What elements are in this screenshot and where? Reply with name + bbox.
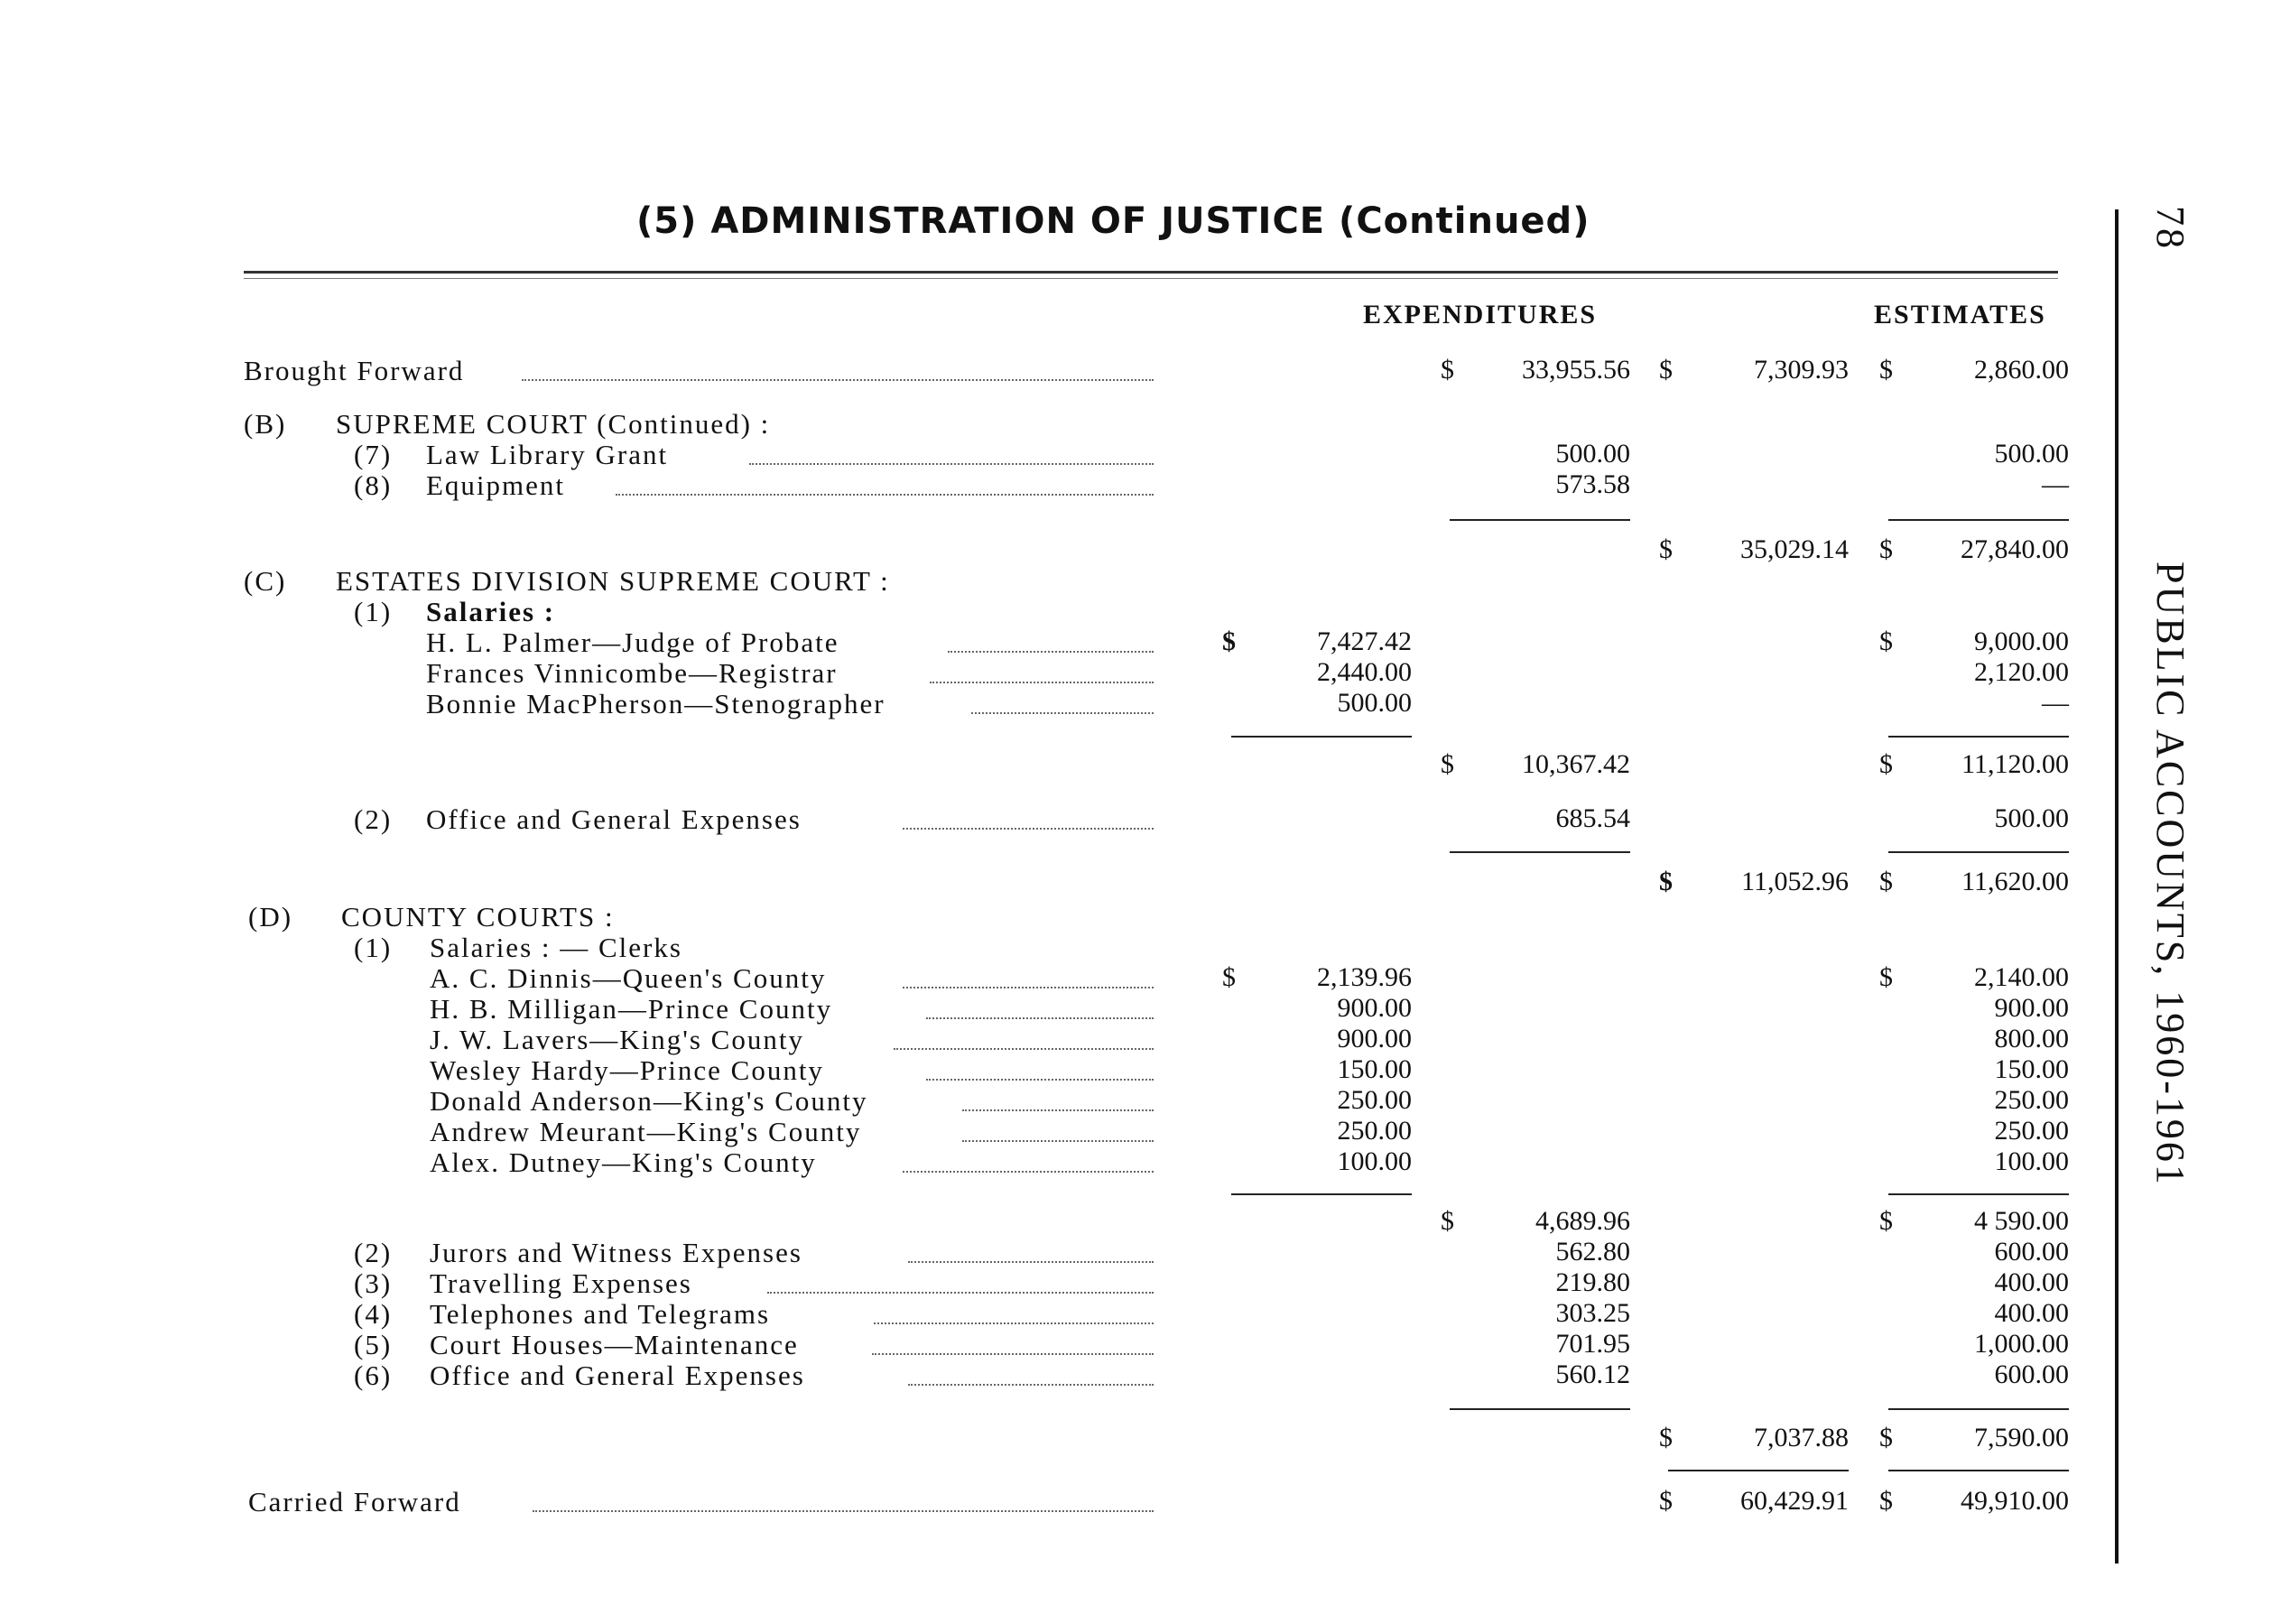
salary-amount: 150.00 bbox=[1337, 1054, 1412, 1084]
line-item-label: Jurors and Witness Expenses bbox=[430, 1237, 802, 1268]
salary-estimate: 9,000.00 bbox=[1974, 626, 2069, 656]
salary-amount: 7,427.42 bbox=[1317, 626, 1412, 656]
leader-dots bbox=[948, 651, 1154, 653]
salary-amount: 100.00 bbox=[1337, 1146, 1412, 1176]
salary-estimate: 800.00 bbox=[1994, 1024, 2069, 1053]
sum-rule bbox=[1888, 736, 2069, 738]
salaries-label: Salaries : — Clerks bbox=[430, 932, 682, 963]
leader-dots bbox=[533, 1510, 1154, 1512]
item-number: (8) bbox=[354, 469, 393, 501]
section-b-letter: (B) bbox=[244, 408, 287, 440]
line-item-expenditures: 685.54 bbox=[1555, 803, 1630, 833]
item-number: (1) bbox=[354, 596, 393, 627]
currency-sign: $ bbox=[1659, 1486, 1673, 1516]
line-item-label: Travelling Expenses bbox=[430, 1267, 692, 1299]
line-item-expenditures: 701.95 bbox=[1555, 1329, 1630, 1359]
section-c-title: ESTATES DIVISION SUPREME COURT : bbox=[336, 565, 890, 597]
salary-amount: 250.00 bbox=[1337, 1116, 1412, 1146]
salary-name: Wesley Hardy—Prince County bbox=[430, 1054, 824, 1086]
currency-sign: $ bbox=[1879, 1486, 1893, 1516]
item-number: (3) bbox=[354, 1267, 393, 1299]
sum-rule bbox=[1450, 519, 1630, 521]
line-item-estimate: 400.00 bbox=[1994, 1267, 2069, 1297]
salary-amount: 500.00 bbox=[1337, 688, 1412, 718]
item-number: (6) bbox=[354, 1360, 393, 1391]
currency-sign: $ bbox=[1879, 626, 1893, 656]
line-item-estimate: 500.00 bbox=[1994, 439, 2069, 469]
salaries-subtotal: 10,367.42 bbox=[1522, 749, 1630, 779]
leader-dots bbox=[926, 1079, 1154, 1081]
sum-rule bbox=[1450, 1408, 1630, 1410]
carried-forward-estimate: 49,910.00 bbox=[1961, 1486, 2069, 1516]
salary-amount: 2,440.00 bbox=[1317, 657, 1412, 687]
leader-dots bbox=[926, 1017, 1154, 1019]
section-total: 11,052.96 bbox=[1741, 867, 1849, 896]
leader-dots bbox=[903, 987, 1154, 988]
title-rule-thin bbox=[244, 278, 2058, 279]
leader-dots bbox=[522, 379, 1154, 381]
sum-rule bbox=[1888, 519, 2069, 521]
leader-dots bbox=[616, 494, 1154, 496]
salary-estimate: — bbox=[2042, 688, 2069, 718]
carried-forward-label: Carried Forward bbox=[248, 1486, 461, 1517]
section-c-letter: (C) bbox=[244, 565, 287, 597]
currency-sign: $ bbox=[1659, 1423, 1673, 1452]
currency-sign: $ bbox=[1659, 355, 1673, 385]
salary-name: H. L. Palmer—Judge of Probate bbox=[426, 626, 839, 658]
item-number: (7) bbox=[354, 439, 393, 470]
currency-sign: $ bbox=[1879, 962, 1893, 992]
sum-rule bbox=[1888, 851, 2069, 853]
section-d-letter: (D) bbox=[248, 901, 293, 933]
margin-rule bbox=[2115, 209, 2119, 1564]
sum-rule bbox=[1668, 1470, 1849, 1471]
section-d-title: COUNTY COURTS : bbox=[341, 901, 615, 933]
line-item-expenditures: 562.80 bbox=[1555, 1237, 1630, 1267]
section-estimate-total: 7,590.00 bbox=[1974, 1423, 2069, 1452]
leader-dots bbox=[874, 1322, 1154, 1324]
currency-sign: $ bbox=[1879, 1206, 1893, 1236]
line-item-estimate: 400.00 bbox=[1994, 1298, 2069, 1328]
sum-rule bbox=[1231, 1193, 1412, 1195]
salary-name: Donald Anderson—King's County bbox=[430, 1085, 868, 1117]
item-number: (4) bbox=[354, 1298, 393, 1330]
salary-estimate: 150.00 bbox=[1994, 1054, 2069, 1084]
salary-amount: 900.00 bbox=[1337, 1024, 1412, 1053]
section-b-title: SUPREME COURT (Continued) : bbox=[336, 408, 771, 440]
salary-estimate: 250.00 bbox=[1994, 1116, 2069, 1146]
salary-amount: 250.00 bbox=[1337, 1085, 1412, 1115]
line-item-expenditures: 500.00 bbox=[1555, 439, 1630, 469]
leader-dots bbox=[903, 828, 1154, 830]
item-number: (5) bbox=[354, 1329, 393, 1360]
currency-sign: $ bbox=[1879, 534, 1893, 564]
sum-rule bbox=[1450, 851, 1630, 853]
line-item-estimate: — bbox=[2042, 469, 2069, 499]
salaries-estimate-subtotal: 11,120.00 bbox=[1961, 749, 2069, 779]
currency-sign: $ bbox=[1441, 749, 1454, 779]
brought-forward-expenditures: 33,955.56 bbox=[1522, 355, 1630, 385]
sum-rule bbox=[1231, 736, 1412, 738]
line-item-expenditures: 219.80 bbox=[1555, 1267, 1630, 1297]
sum-rule bbox=[1888, 1470, 2069, 1471]
leader-dots bbox=[767, 1292, 1154, 1294]
brought-forward-estimate: 2,860.00 bbox=[1974, 355, 2069, 385]
currency-sign: $ bbox=[1441, 355, 1454, 385]
section-estimate-total: 11,620.00 bbox=[1961, 867, 2069, 896]
brought-forward-total: 7,309.93 bbox=[1754, 355, 1849, 385]
leader-dots bbox=[749, 463, 1154, 465]
salary-estimate: 2,140.00 bbox=[1974, 962, 2069, 992]
line-item-label: Telephones and Telegrams bbox=[430, 1298, 771, 1330]
carried-forward-total: 60,429.91 bbox=[1740, 1486, 1849, 1516]
estimates-header: ESTIMATES bbox=[1874, 300, 2046, 329]
currency-sign: $ bbox=[1879, 749, 1893, 779]
salary-name: Bonnie MacPherson—Stenographer bbox=[426, 688, 886, 719]
item-number: (2) bbox=[354, 803, 393, 835]
leader-dots bbox=[872, 1353, 1154, 1355]
salary-name: Alex. Dutney—King's County bbox=[430, 1146, 817, 1178]
salary-name: A. C. Dinnis—Queen's County bbox=[430, 962, 827, 994]
currency-sign: $ bbox=[1222, 962, 1236, 992]
line-item-label: Office and General Expenses bbox=[430, 1360, 805, 1391]
salary-name: J. W. Lavers—King's County bbox=[430, 1024, 804, 1055]
leader-dots bbox=[971, 712, 1154, 714]
salary-name: Frances Vinnicombe—Registrar bbox=[426, 657, 838, 689]
section-total: 35,029.14 bbox=[1740, 534, 1849, 564]
leader-dots bbox=[962, 1140, 1154, 1142]
page-title: (5) ADMINISTRATION OF JUSTICE (Continued) bbox=[636, 200, 1590, 242]
salary-estimate: 900.00 bbox=[1994, 993, 2069, 1023]
leader-dots bbox=[908, 1261, 1154, 1263]
page-number: 78 bbox=[2148, 206, 2193, 251]
sum-rule bbox=[1888, 1408, 2069, 1410]
salaries-estimate-subtotal: 4 590.00 bbox=[1974, 1206, 2069, 1236]
salaries-subtotal: 4,689.96 bbox=[1535, 1206, 1630, 1236]
brought-forward-label: Brought Forward bbox=[244, 355, 465, 386]
currency-sign: $ bbox=[1659, 867, 1673, 896]
leader-dots bbox=[930, 682, 1154, 683]
item-number: (1) bbox=[354, 932, 393, 963]
salary-name: Andrew Meurant—King's County bbox=[430, 1116, 862, 1147]
line-item-estimate: 600.00 bbox=[1994, 1360, 2069, 1389]
title-rule bbox=[244, 271, 2058, 274]
salaries-label: Salaries : bbox=[426, 596, 556, 627]
currency-sign: $ bbox=[1879, 1423, 1893, 1452]
line-item-estimate: 1,000.00 bbox=[1974, 1329, 2069, 1359]
line-item-estimate: 600.00 bbox=[1994, 1237, 2069, 1267]
line-item-label: Equipment bbox=[426, 469, 566, 501]
salary-estimate: 250.00 bbox=[1994, 1085, 2069, 1115]
currency-sign: $ bbox=[1879, 355, 1893, 385]
line-item-expenditures: 303.25 bbox=[1555, 1298, 1630, 1328]
salary-amount: 900.00 bbox=[1337, 993, 1412, 1023]
line-item-label: Law Library Grant bbox=[426, 439, 669, 470]
item-number: (2) bbox=[354, 1237, 393, 1268]
leader-dots bbox=[962, 1109, 1154, 1111]
line-item-label: Office and General Expenses bbox=[426, 803, 802, 835]
currency-sign: $ bbox=[1659, 534, 1673, 564]
expenditures-header: EXPENDITURES bbox=[1363, 300, 1598, 329]
salary-name: H. B. Milligan—Prince County bbox=[430, 993, 833, 1025]
running-head: PUBLIC ACCOUNTS, 1960-1961 bbox=[2148, 561, 2193, 1187]
line-item-expenditures: 573.58 bbox=[1555, 469, 1630, 499]
line-item-estimate: 500.00 bbox=[1994, 803, 2069, 833]
currency-sign: $ bbox=[1879, 867, 1893, 896]
salary-estimate: 2,120.00 bbox=[1974, 657, 2069, 687]
sum-rule bbox=[1888, 1193, 2069, 1195]
section-total: 7,037.88 bbox=[1754, 1423, 1849, 1452]
salary-estimate: 100.00 bbox=[1994, 1146, 2069, 1176]
currency-sign: $ bbox=[1222, 626, 1236, 656]
line-item-expenditures: 560.12 bbox=[1555, 1360, 1630, 1389]
line-item-label: Court Houses—Maintenance bbox=[430, 1329, 799, 1360]
currency-sign: $ bbox=[1441, 1206, 1454, 1236]
leader-dots bbox=[908, 1384, 1154, 1386]
leader-dots bbox=[894, 1048, 1154, 1050]
section-estimate-total: 27,840.00 bbox=[1961, 534, 2069, 564]
leader-dots bbox=[903, 1171, 1154, 1173]
salary-amount: 2,139.96 bbox=[1317, 962, 1412, 992]
